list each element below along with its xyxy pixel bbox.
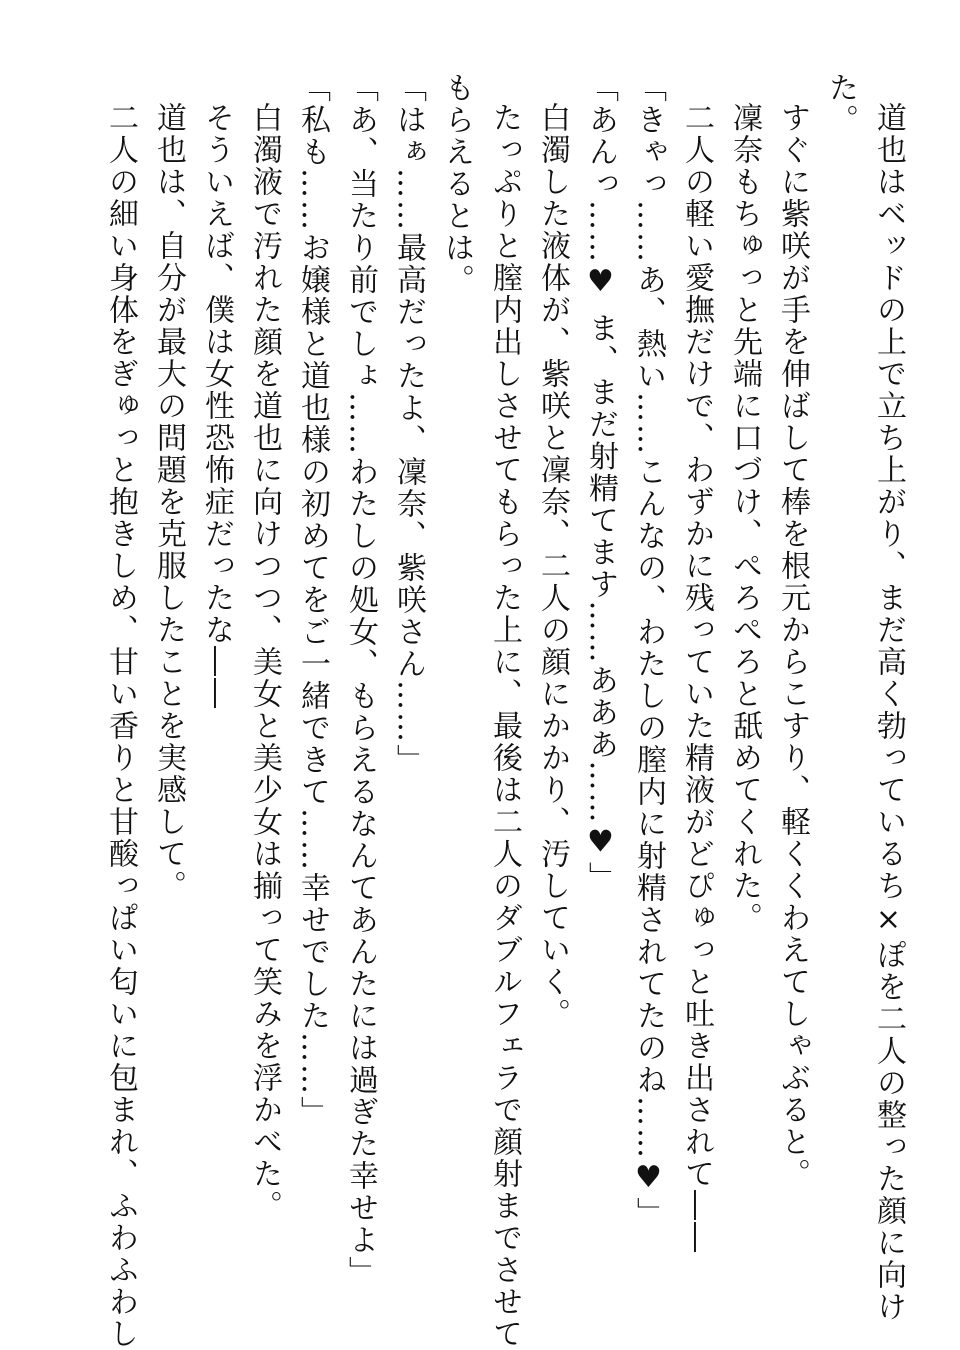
- dialogue-line: 「私も……お嬢様と道也様の初めてをご一緒できて……幸せでした……」: [295, 72, 330, 1128]
- dialogue-line: 「あんっ……♥ ま、まだ射精てます……あああ……♥」: [583, 72, 618, 894]
- text-line: もらえるとは。: [439, 72, 474, 296]
- dialogue-line: 「はぁ……最高だったよ、凜奈、紫咲さん……」: [391, 72, 426, 776]
- text-line: 二人の軽い愛撫だけで、わずかに残っていた精液がどぴゅっと吐き出されて――: [679, 102, 714, 1254]
- text-line: た。: [823, 72, 858, 136]
- vertical-text-body: [96, 72, 912, 1350]
- text-line: 道也はベッドの上で立ち上がり、まだ高く勃っているち×ぽを二人の整った顔に向け: [871, 102, 906, 1323]
- dialogue-line: 「あ、当たり前でしょ……わたしの処女、もらえるなんてあんたには過ぎた幸せよ」: [343, 72, 378, 1288]
- text-line: たっぷりと膣内出しさせてもらった上に、最後は二人のダブルフェラで顔射までさせて: [487, 102, 522, 1350]
- text-line: そういえば、僕は女性恐怖症だったな――: [199, 102, 234, 710]
- text-line: すぐに紫咲が手を伸ばして棒を根元からこすり、軽くくわえてしゃぶると。: [775, 102, 810, 1190]
- text-line: 二人の細い身体をぎゅっと抱きしめ、甘い香りと甘酸っぱい匂いに包まれ、ふわふわし: [103, 102, 138, 1350]
- text-line: 凜奈もちゅっと先端に口づけ、ぺろぺろと舐めてくれた。: [727, 102, 762, 934]
- text-line: 白濁した液体が、紫咲と凜奈、二人の顔にかかり、汚していく。: [535, 102, 570, 1030]
- text-line: 道也は、自分が最大の問題を克服したことを実感して。: [151, 102, 186, 902]
- dialogue-line: 「きゃっ……あ、熱い……こんなの、わたしの膣内に射精されてたのね……♥」: [631, 72, 666, 1229]
- text-line: 白濁液で汚れた顔を道也に向けつつ、美女と美少女は揃って笑みを浮かべた。: [247, 102, 282, 1222]
